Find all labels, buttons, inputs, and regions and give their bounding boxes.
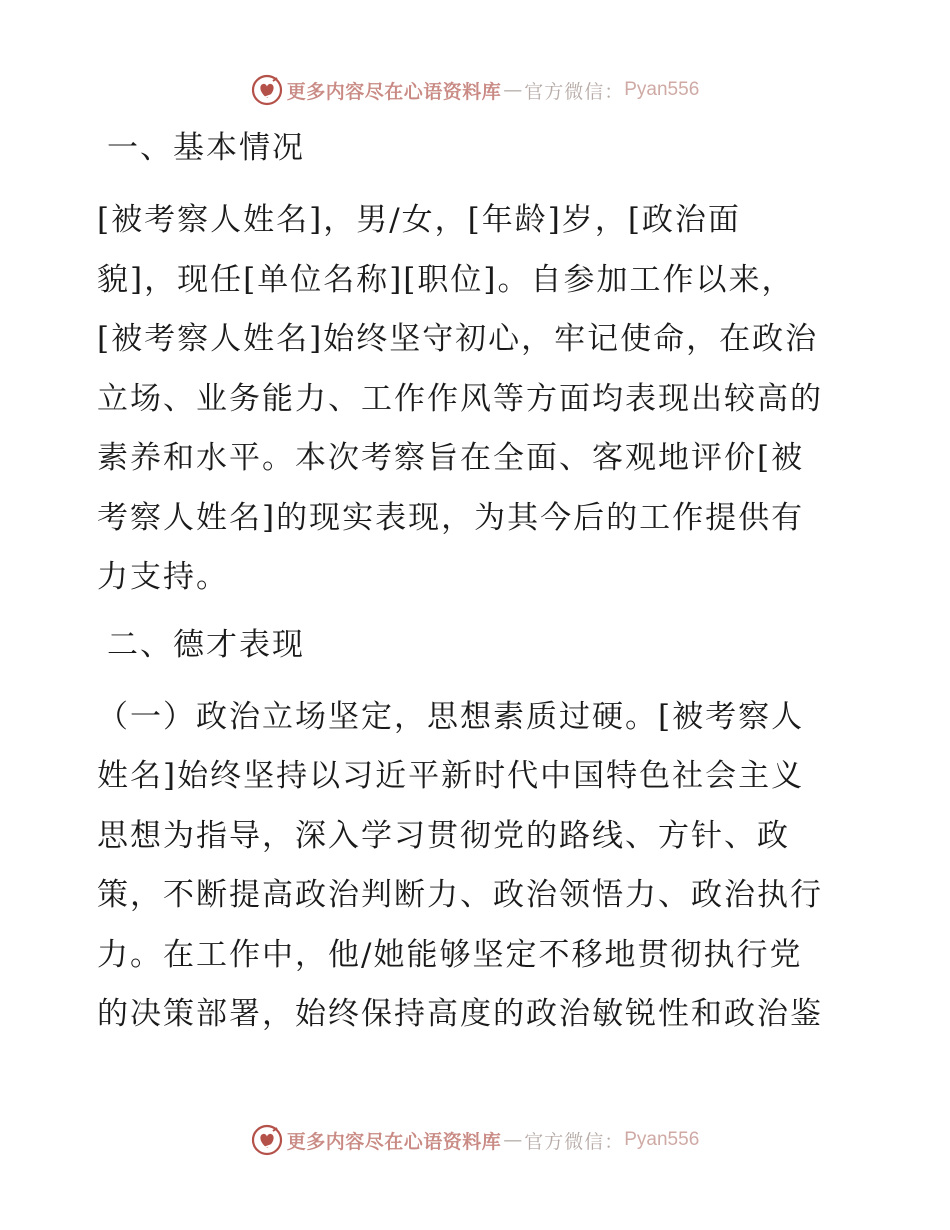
watermark-dash: — xyxy=(503,1129,523,1151)
watermark-banner-bottom xyxy=(0,1120,950,1160)
paragraph-line: [被考察人姓名]，男/女，[年龄]岁，[政治面 xyxy=(97,202,741,238)
watermark-text: 更多内容尽在心语资料库 xyxy=(286,80,502,103)
heart-book-logo-icon xyxy=(251,1124,283,1156)
paragraph-line: 的决策部署，始终保持高度的政治敏锐性和政治鉴 xyxy=(97,996,823,1032)
document-body xyxy=(97,117,857,1045)
virtue-talent-paragraph xyxy=(97,688,857,1045)
paragraph-line: 立场、业务能力、工作作风等方面均表现出较高的 xyxy=(97,380,823,417)
watermark-dash: — xyxy=(503,79,523,101)
section-heading-basic-info: 一、基本情况 xyxy=(107,130,305,166)
watermark-text: 更多内容尽在心语资料库 xyxy=(286,1130,502,1153)
paragraph-line: 力支持。 xyxy=(97,559,229,595)
paragraph-line: 姓名]始终坚持以习近平新时代中国特色社会主义 xyxy=(97,758,805,794)
section-heading-virtue-talent: 二、德才表现 xyxy=(107,626,305,663)
paragraph-line: 考察人姓名]的现实表现，为其今后的工作提供有 xyxy=(97,499,805,536)
heart-book-logo-icon xyxy=(251,74,283,106)
paragraph-line: 貌]，现任[单位名称][职位]。自参加工作以来， xyxy=(97,261,795,298)
paragraph-line: （一）政治立场坚定，思想素质过硬。[被考察人 xyxy=(97,698,805,735)
watermark-banner-top xyxy=(0,70,950,110)
watermark-wechat-id: Pyan556 xyxy=(624,1129,700,1150)
watermark-wechat-label: 官方微信： xyxy=(524,1130,625,1153)
paragraph-line: 策，不断提高政治判断力、政治领悟力、政治执行 xyxy=(97,877,823,913)
watermark-wechat-label: 官方微信： xyxy=(524,80,625,103)
watermark-wechat-id: Pyan556 xyxy=(624,79,700,100)
paragraph-line: 思想为指导，深入学习贯彻党的路线、方针、政 xyxy=(97,817,790,854)
paragraph-line: [被考察人姓名]始终坚守初心，牢记使命，在政治 xyxy=(97,321,819,357)
paragraph-line: 力。在工作中，他/她能够坚定不移地贯彻执行党 xyxy=(97,936,803,973)
paragraph-line: 素养和水平。本次考察旨在全面、客观地评价[被 xyxy=(97,440,805,476)
basic-info-paragraph xyxy=(97,191,857,608)
